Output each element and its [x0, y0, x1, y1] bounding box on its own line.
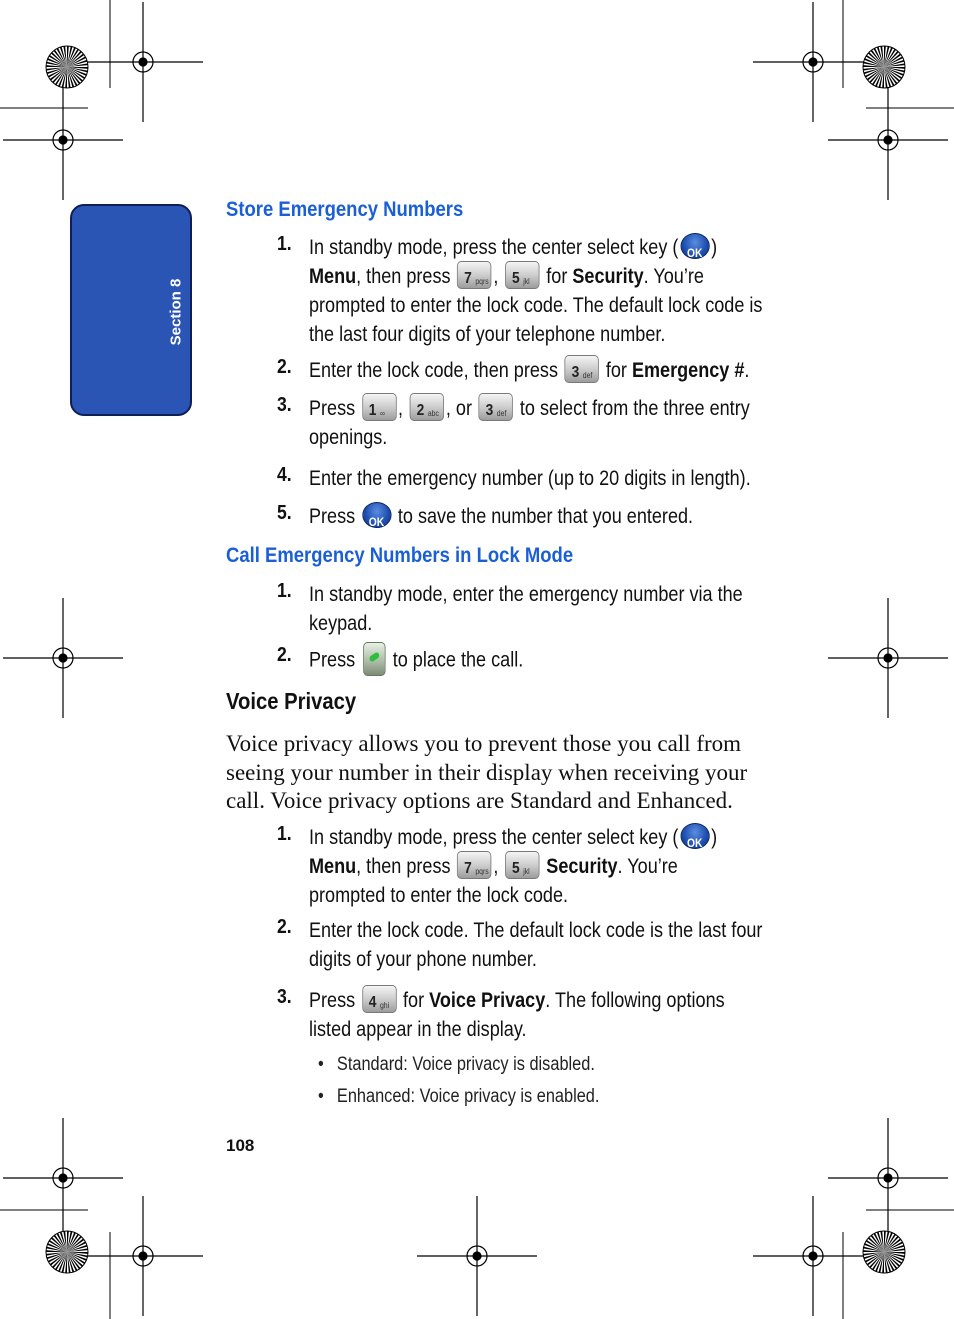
step-line: Menu, then press 7 pqrs , 5 jkl for Security. You’re: [309, 262, 791, 291]
bullet-item: • Standard: Voice privacy is disabled.: [318, 1054, 595, 1075]
bullet-text: Standard: Voice privacy is disabled.: [336, 1054, 595, 1075]
bold-term: Emergency #: [631, 359, 745, 382]
step-line: Press 1 ∞ , 2 abc , or 3 def to select from the three entry: [309, 394, 791, 423]
store-heading: Store Emergency Numbers: [226, 198, 464, 221]
ok-key-label: OK: [368, 515, 385, 530]
step-text: [309, 394, 791, 452]
key-digit: 7: [464, 270, 472, 288]
voice-privacy-heading: Voice Privacy: [226, 688, 357, 714]
step-text: [309, 644, 791, 673]
step-number: 1.: [277, 233, 292, 255]
step-number: 3.: [277, 986, 292, 1008]
step-number: 3.: [277, 394, 292, 416]
key-4-icon: [362, 985, 396, 1013]
step-line: Enter the emergency number (up to 20 digits in length).: [309, 467, 751, 490]
key-letters: jkl: [523, 867, 530, 877]
key-7-icon: [457, 261, 491, 289]
step-line: prompted to enter the lock code. The default lock code is: [309, 294, 763, 317]
step-line: listed appear in the display.: [309, 1018, 527, 1041]
key-5-icon: [505, 261, 539, 289]
ok-key-icon: [680, 823, 709, 849]
step-number: 5.: [277, 502, 292, 524]
step-text: [309, 502, 791, 531]
bold-term: Security: [572, 265, 644, 288]
key-digit: 5: [512, 860, 520, 878]
step-line: In standby mode, enter the emergency number via the: [309, 583, 743, 606]
step-number: 4.: [277, 464, 292, 486]
key-letters: ∞: [379, 409, 385, 419]
ok-key-icon: [362, 502, 391, 528]
key-letters: ghi: [379, 1001, 390, 1011]
call-heading: Call Emergency Numbers in Lock Mode: [226, 544, 574, 567]
step-text: [309, 464, 791, 493]
paragraph-line: call. Voice privacy options are Standard and Enhanced.: [226, 788, 733, 813]
step-line: keypad.: [309, 612, 373, 635]
step-line: Press 4 ghi for Voice Privacy. The following options: [309, 986, 791, 1015]
step-number: 2.: [277, 916, 292, 938]
step-text: [309, 580, 791, 638]
bold-term: Menu: [309, 265, 357, 288]
paragraph-line: Voice privacy allows you to prevent those you call from: [226, 731, 742, 756]
key-digit: 2: [416, 402, 425, 420]
step-line: openings.: [309, 426, 388, 449]
bullet-item: • Enhanced: Voice privacy is enabled.: [318, 1086, 600, 1107]
section-tab-label: Section 8: [167, 278, 185, 346]
bold-term: Security: [546, 855, 618, 878]
step-line: Enter the lock code. The default lock code is the last four: [309, 919, 763, 942]
bullet-text: Enhanced: Voice privacy is enabled.: [336, 1086, 600, 1107]
key-digit: 7: [464, 860, 472, 878]
ok-key-label: OK: [687, 836, 703, 851]
step-text: [309, 233, 791, 349]
send-key-icon: [363, 642, 385, 676]
key-letters: def: [582, 371, 593, 381]
key-letters: pqrs: [475, 277, 489, 287]
key-letters: jkl: [523, 277, 530, 287]
step-line: Press OK to save the number that you entered.: [309, 502, 791, 531]
key-digit: 4: [368, 994, 377, 1012]
key-7-icon: [457, 851, 491, 879]
step-text: [309, 916, 791, 974]
step-line: Enter the lock code, then press 3 def for Emergency #.: [309, 356, 791, 385]
key-letters: abc: [427, 409, 439, 419]
bold-term: Voice Privacy: [429, 989, 546, 1012]
step-text: [309, 356, 791, 385]
step-number: 1.: [277, 580, 292, 602]
ok-key-icon: [680, 233, 709, 259]
key-3-icon: [565, 355, 599, 383]
key-digit: 5: [512, 270, 520, 288]
key-5-icon: [505, 851, 539, 879]
key-letters: pqrs: [475, 867, 489, 877]
ok-key-label: OK: [687, 246, 703, 261]
voice-privacy-paragraph: [226, 730, 846, 816]
key-letters: def: [496, 409, 507, 419]
step-line: Menu, then press 7 pqrs , 5 jkl Security. You’re: [309, 852, 791, 881]
key-digit: 3: [485, 402, 494, 420]
key-digit: 3: [571, 364, 580, 382]
paragraph-line: seeing your number in their display when receiving your: [226, 759, 748, 785]
step-line: the last four digits of your telephone number.: [309, 323, 666, 346]
step-line: prompted to enter the lock code.: [309, 884, 569, 907]
step-number: 2.: [277, 356, 292, 378]
key-2-icon: [410, 393, 444, 421]
step-line: In standby mode, press the center select key ( OK ): [309, 823, 791, 852]
step-line: Press to place the call.: [309, 644, 791, 673]
key-1-icon: [362, 393, 396, 421]
step-line: In standby mode, press the center select key ( OK ): [309, 233, 791, 262]
page-number: 108: [226, 1136, 255, 1155]
step-line: digits of your phone number.: [309, 948, 537, 971]
step-text: [309, 986, 791, 1044]
step-text: [309, 823, 791, 910]
key-3-icon: [479, 393, 513, 421]
bold-term: Menu: [309, 855, 357, 878]
step-number: 2.: [277, 644, 292, 666]
step-number: 1.: [277, 823, 292, 845]
key-digit: 1: [368, 402, 377, 420]
